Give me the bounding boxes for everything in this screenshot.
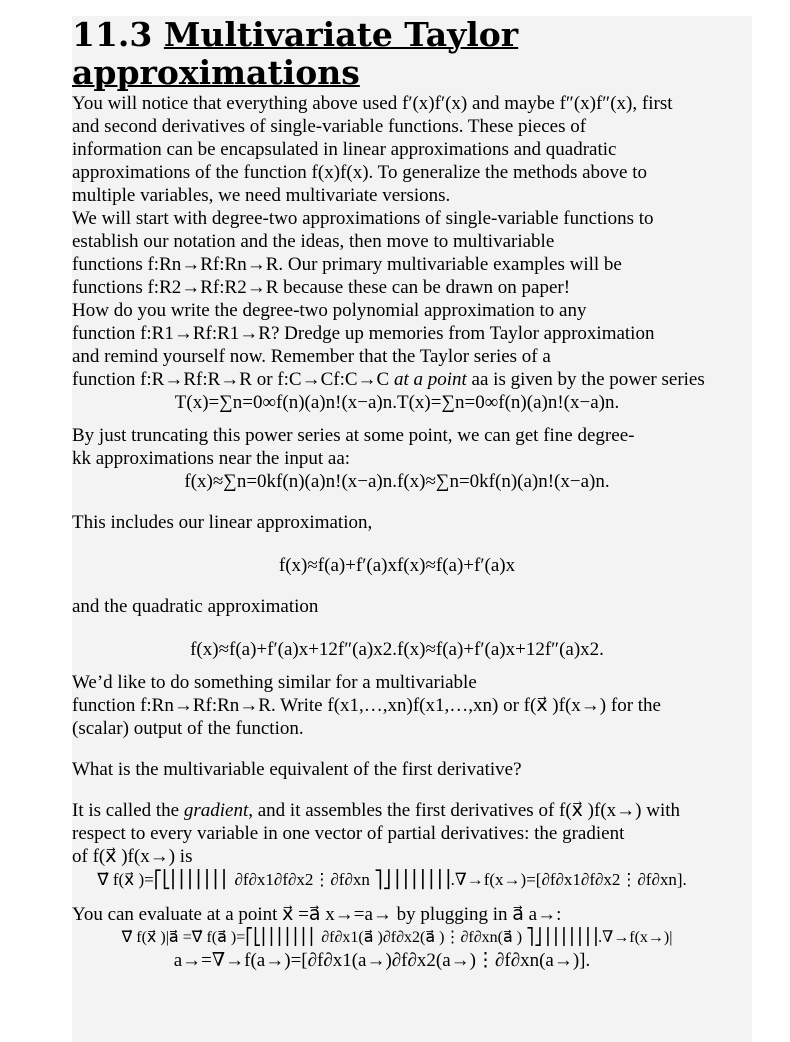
equation-quadratic: f(x)≈f(a)+f′(a)x+12f″(a)x2.f(x)≈f(a)+f′(a)x+12f″(a)x2. (190, 639, 604, 660)
equation-evaluate-cont: a→=∇→f(a→)=[∂f∂x1(a→)∂f∂x2(a→)⋮∂f∂xn(a→)]. (173, 950, 591, 971)
paragraph-intro (72, 92, 762, 207)
text-line: How do you write the degree-two polynomial approximation to any (72, 300, 587, 321)
text-line: approximations of the function f(x)f(x). To generalize the methods above to (72, 162, 648, 183)
paragraph-quadratic: and the quadratic approximation (72, 596, 319, 617)
paragraph-gradient (72, 799, 762, 868)
equation-taylor-series: T(x)=∑n=0∞f(n)(a)n!(x−a)n.T(x)=∑n=0∞f(n)(a)n!(x−a)n. (174, 392, 620, 413)
text-line: functions f:R2→Rf:R2→R because these can be drawn on paper! (72, 277, 571, 298)
text-line: It is called the gradient, and it assembles the first derivatives of f(x⃗ )f(x→) with (72, 800, 681, 821)
paragraph-linear: This includes our linear approximation, (72, 512, 373, 533)
text-line: of f(x⃗ )f(x→) is (72, 846, 193, 867)
emphasis: at a point (393, 369, 467, 390)
text-line: respect to every variable in one vector of partial derivatives: the gradient (72, 823, 625, 844)
text-line: functions f:Rn→Rf:Rn→R. Our primary multivariable examples will be (72, 254, 622, 275)
text-line: kk approximations near the input aa: (72, 448, 351, 469)
text-line: We will start with degree-two approximations of single-variable functions to (72, 208, 654, 229)
text-line: By just truncating this power series at some point, we can get fine degree- (72, 425, 635, 446)
text-line: establish our notation and the ideas, then move to multivariable (72, 231, 555, 252)
text-line: information can be encapsulated in linear approximations and quadratic (72, 139, 617, 160)
text-line: You will notice that everything above used f′(x)f′(x) and maybe f″(x)f″(x), first (72, 93, 673, 114)
equation-truncated: f(x)≈∑n=0kf(n)(a)n!(x−a)n.f(x)≈∑n=0kf(n)(a)n!(x−a)n. (184, 471, 610, 492)
equation-gradient: ∇⃗ f(x⃗ )=⎡⎣⎢⎢⎢⎢⎢⎢⎢ ∂f∂x1∂f∂x2⋮∂f∂xn ⎤⎦⎥⎥⎥⎥⎥⎥⎥.∇→f(x→)=[∂f∂x1∂f∂x2⋮∂f∂xn]. (97, 870, 687, 889)
equation-evaluate: ∇⃗ f(x⃗ )|a⃗ =∇⃗ f(a⃗ )=⎡⎣⎢⎢⎢⎢⎢⎢⎢ ∂f∂x1(a⃗ )∂f∂x2(a⃗ )⋮∂f∂xn(a⃗ ) ⎤⎦⎥⎥⎥⎥⎥⎥⎥.∇→f(x→)| (121, 929, 673, 946)
text-line: and remind yourself now. Remember that the Taylor series of a (72, 346, 551, 367)
text-line: function f:R→Rf:R→R or f:C→Cf:C→C at a point aa is given by the power series (72, 369, 705, 390)
text-line: and second derivatives of single-variable functions. These pieces of (72, 116, 587, 137)
section-number: 11.3 (72, 15, 153, 54)
document-content (72, 16, 762, 972)
emphasis: gradient (183, 800, 249, 821)
section-title: Multivariate Taylor (163, 15, 519, 54)
paragraph-multivariable (72, 671, 762, 740)
section-title-cont: approximations (72, 53, 360, 92)
paragraph-notation (72, 207, 762, 299)
text-line: (scalar) output of the function. (72, 718, 304, 739)
paragraph-truncate (72, 424, 762, 470)
equation-linear: f(x)≈f(a)+f′(a)xf(x)≈f(a)+f′(a)x (278, 555, 516, 576)
text-line: function f:Rn→Rf:Rn→R. Write f(x1,…,xn)f(x1,…,xn) or f(x⃗ )f(x→) for the (72, 695, 661, 716)
text-line: multiple variables, we need multivariate versions. (72, 185, 451, 206)
text-line: function f:R1→Rf:R1→R? Dredge up memories from Taylor approximation (72, 323, 655, 344)
paragraph-first-derivative-question: What is the multivariable equivalent of the first derivative? (72, 759, 522, 780)
paragraph-evaluate: You can evaluate at a point x⃗ =a⃗ x→=a→ by plugging in a⃗ a→: (72, 904, 562, 925)
text-line: We’d like to do something similar for a multivariable (72, 672, 477, 693)
section-heading (72, 16, 762, 92)
paragraph-question (72, 299, 762, 391)
